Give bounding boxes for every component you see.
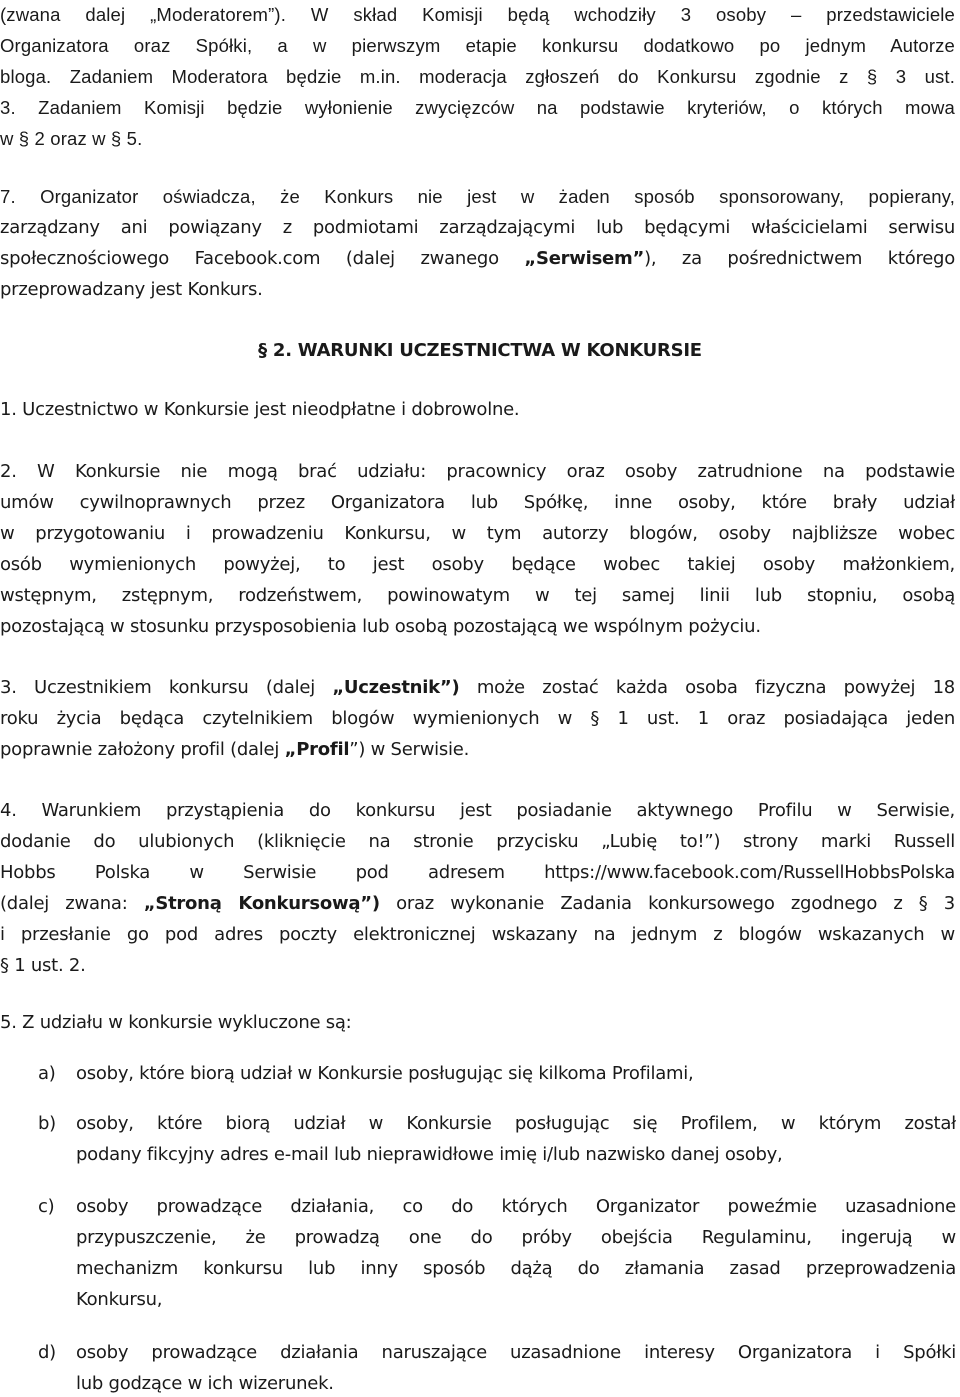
text-line: zarządzany ani powiązany z podmiotami zarządzającymi lub będącymi właścicielami serwisu	[0, 217, 955, 238]
text-line: 3. Zadaniem Komisji będzie wyłonienie zwycięzców na podstawie kryteriów, o których mowa	[0, 97, 955, 118]
list-marker: c)	[38, 1196, 55, 1217]
list-item-line: Konkursu,	[76, 1289, 163, 1310]
text-line: poprawnie założony profil (dalej „Profil”) w Serwisie.	[0, 739, 470, 760]
text-line: osób wymienionych powyżej, to jest osoby będące wobec takiej osoby małżonkiem,	[0, 554, 955, 575]
list-item-line: podany fikcyjny adres e-mail lub nieprawidłowe imię i/lub nazwisko danej osoby,	[76, 1144, 783, 1165]
list-item-line: osoby prowadzące działania, co do których Organizator poweźmie uzasadnione	[76, 1196, 956, 1217]
list-item-line: lub godzące w ich wizerunek.	[76, 1373, 334, 1394]
text-line: 3. Uczestnikiem konkursu (dalej „Uczestnik”) może zostać każda osoba fizyczna powyżej 18	[0, 677, 955, 698]
text-line: (dalej zwana: „Stroną Konkursową”) oraz wykonanie Zadania konkursowego zgodnego z § 3	[0, 893, 955, 914]
list-item-line: osoby prowadzące działania naruszające uzasadnione interesy Organizatora i Spółki	[76, 1342, 956, 1363]
text-line: dodanie do ulubionych (kliknięcie na stronie przycisku „Lubię to!”) strony marki Russell	[0, 831, 955, 852]
bold-term: „Profil	[284, 739, 350, 760]
text-line: 4. Warunkiem przystąpienia do konkursu jest posiadanie aktywnego Profilu w Serwisie,	[0, 800, 955, 821]
list-item-line: przypuszczenie, że prowadzą one do próby obejścia Regulaminu, ingerują w	[76, 1227, 956, 1248]
text-line: i przesłanie go pod adres poczty elektronicznej wskazany na jednym z blogów wskazanych w	[0, 924, 955, 945]
list-marker: a)	[38, 1063, 56, 1084]
text-line: pozostającą w stosunku przysposobienia lub osobą pozostającą we wspólnym pożyciu.	[0, 616, 761, 637]
section-heading: § 2. WARUNKI UCZESTNICTWA W KONKURSIE	[258, 340, 702, 361]
list-item-line: osoby, które biorą udział w Konkursie posługując się Profilem, w którym został	[76, 1113, 956, 1134]
list-item-line: mechanizm konkursu lub inny sposób dążą do złamania zasad przeprowadzenia	[76, 1258, 956, 1279]
text-line: w § 2 oraz w § 5.	[0, 128, 143, 149]
text-line: umów cywilnoprawnych przez Organizatora lub Spółkę, inne osoby, które brały udział	[0, 492, 955, 513]
list-marker: b)	[38, 1113, 56, 1134]
text-line: Organizatora oraz Spółki, a w pierwszym etapie konkursu dodatkowo po jednym Autorze	[0, 35, 955, 56]
text-line: przeprowadzany jest Konkurs.	[0, 279, 263, 300]
list-marker: d)	[38, 1342, 56, 1363]
text-line: 7. Organizator oświadcza, że Konkurs nie jest w żaden sposób sponsorowany, popierany,	[0, 186, 955, 207]
text-line: § 1 ust. 2.	[0, 955, 86, 976]
text-line: 1. Uczestnictwo w Konkursie jest nieodpłatne i dobrowolne.	[0, 399, 520, 420]
text-line: roku życia będąca czytelnikiem blogów wymienionych w § 1 ust. 1 oraz posiadająca jeden	[0, 708, 955, 729]
text-line: bloga. Zadaniem Moderatora będzie m.in. moderacja zgłoszeń do Konkursu zgodnie z § 3 ust.	[0, 66, 955, 87]
text-line: społecznościowego Facebook.com (dalej zwanego „Serwisem”), za pośrednictwem którego	[0, 248, 955, 269]
bold-term: „Stroną Konkursową”)	[143, 893, 380, 914]
bold-term: „Uczestnik”)	[332, 677, 460, 698]
text-line: 2. W Konkursie nie mogą brać udziału: pracownicy oraz osoby zatrudnione na podstawie	[0, 461, 955, 482]
text-line: 5. Z udziału w konkursie wykluczone są:	[0, 1012, 352, 1033]
list-item-line: osoby, które biorą udział w Konkursie posługując się kilkoma Profilami,	[76, 1063, 694, 1084]
text-line: wstępnym, zstępnym, rodzeństwem, powinowatym w tej samej linii lub stopniu, osobą	[0, 585, 955, 606]
text-line: Hobbs Polska w Serwisie pod adresem https://www.facebook.com/RussellHobbsPolska	[0, 862, 955, 883]
text-line: w przygotowaniu i prowadzeniu Konkursu, w tym autorzy blogów, osoby najbliższe wobec	[0, 523, 955, 544]
bold-term: „Serwisem”	[524, 248, 645, 269]
text-line: (zwana dalej „Moderatorem”). W skład Komisji będą wchodziły 3 osoby – przedstawiciele	[0, 4, 955, 25]
